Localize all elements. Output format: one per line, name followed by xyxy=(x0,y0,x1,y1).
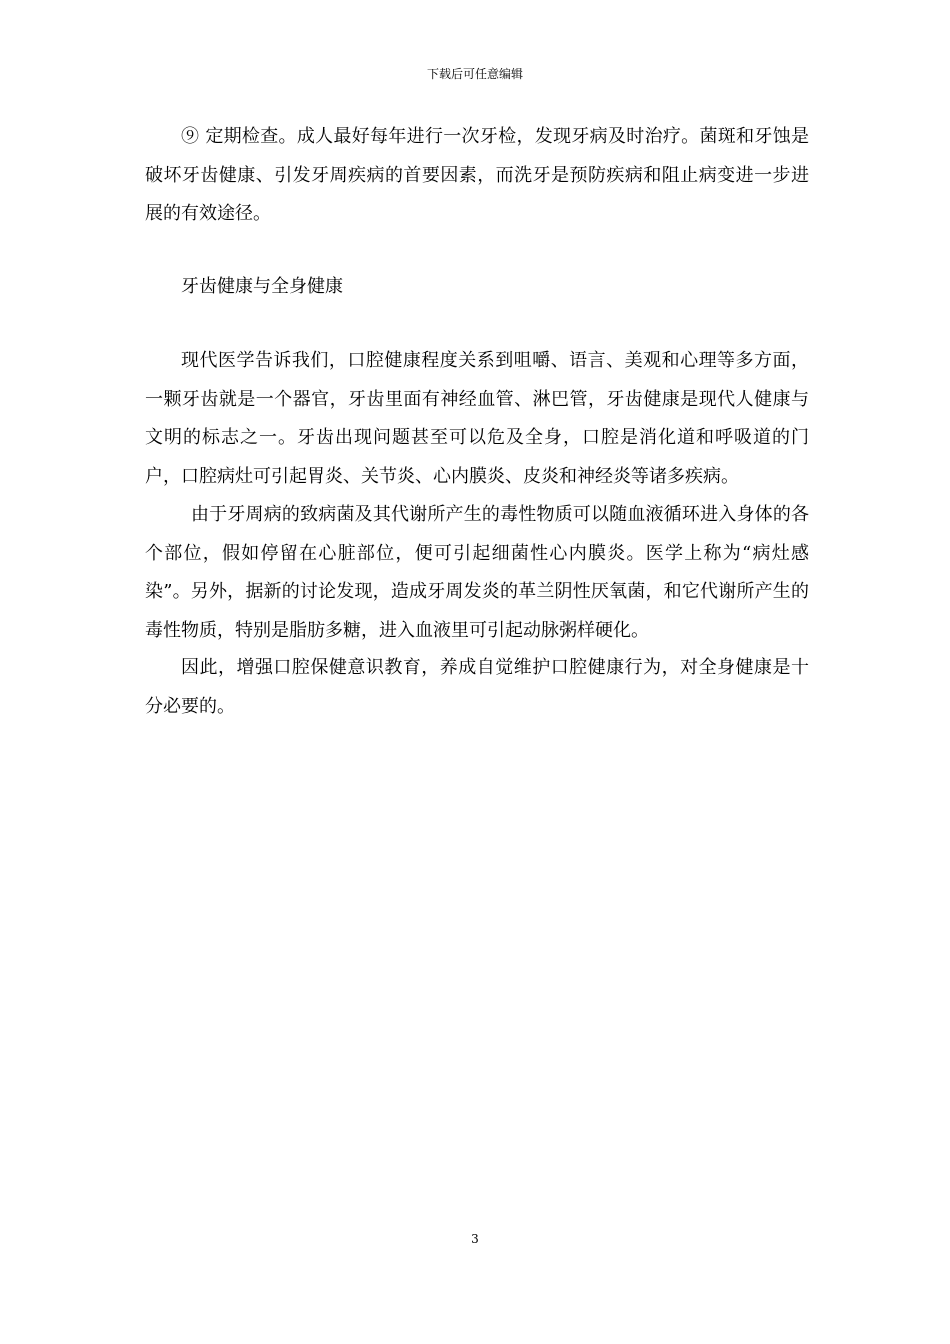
paragraph-modern-medicine: 现代医学告诉我们，口腔健康程度关系到咀嚼、语言、美观和心理等多方面，一颗牙齿就是一个器官，牙齿里面有神经血管、淋巴管，牙齿健康是现代人健康与文明的标志之一。牙齿出现问题甚至可以危及全身，口腔是消化道和呼吸道的门户，口腔病灶可引起胃炎、关节炎、心内膜炎、皮炎和神经炎等诸多疾病。 xyxy=(145,350,809,487)
section-heading: 牙齿健康与全身健康 xyxy=(181,276,343,297)
paragraph-regular-checkup: ⑨ 定期检查。成人最好每年进行一次牙检，发现牙病及时治疗。菌斑和牙蚀是破坏牙齿健康、引发牙周疾病的首要因素，而洗牙是预防疾病和阻止病变进一步进展的有效途径。 xyxy=(145,126,809,224)
page-number: 3 xyxy=(471,1232,479,1246)
paragraph-periodontal-disease: 由于牙周病的致病菌及其代谢所产生的毒性物质可以随血液循环进入身体的各个部位，假如停留在心脏部位，便可引起细菌性心内膜炎。医学上称为“病灶感染”。另外，据新的讨论发现，造成牙周发炎的革兰阴性厌氧菌，和它代谢所产生的毒性物质，特别是脂肪多糖，进入血液里可引起动脉粥样硬化。 xyxy=(145,504,809,641)
page-header: 下载后可任意编辑 xyxy=(426,67,523,81)
paragraph-conclusion: 因此，增强口腔保健意识教育，养成自觉维护口腔健康行为，对全身健康是十分必要的。 xyxy=(145,657,809,717)
